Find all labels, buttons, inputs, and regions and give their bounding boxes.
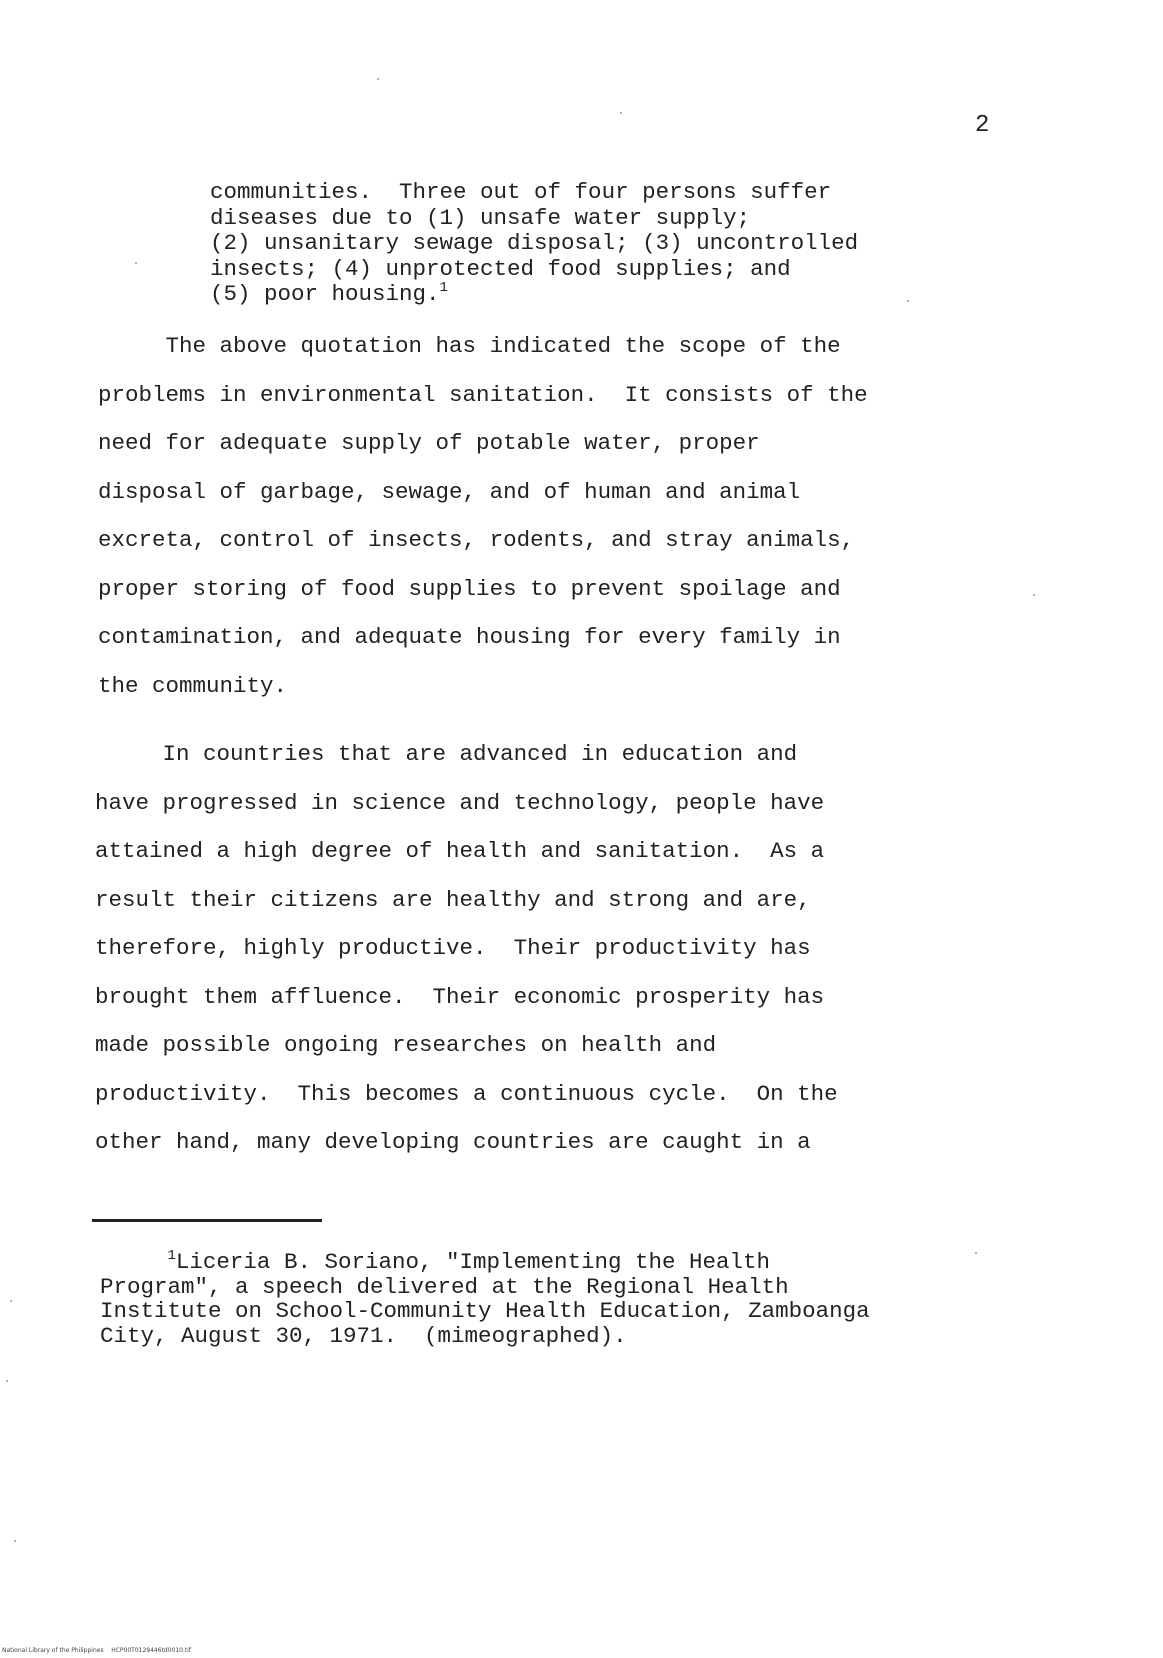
scan-speck	[975, 1252, 977, 1254]
quote-line: insects; (4) unprotected food supplies; and	[210, 255, 791, 282]
footnote-line: Liceria B. Soriano, "Implementing the Health	[175, 1249, 771, 1275]
text-line: productivity. This becomes a continuous cycle. On the	[95, 1080, 838, 1107]
paragraph-2	[95, 730, 838, 1167]
quote-line: communities. Three out of four persons suffer	[210, 179, 832, 205]
quote-line: (5) poor housing.	[210, 281, 440, 307]
paragraph-1	[98, 322, 868, 710]
scan-speck	[10, 1300, 12, 1302]
footnote-line: Program", a speech delivered at the Regional Health	[100, 1273, 789, 1300]
text-line: brought them affluence. Their economic prosperity has	[95, 983, 825, 1010]
text-line: need for adequate supply of potable water, proper	[98, 430, 760, 456]
footnote-reference: 1	[439, 280, 448, 296]
text-line: the community.	[98, 672, 288, 699]
text-line: result their citizens are healthy and strong and are,	[95, 886, 811, 913]
scan-speck	[377, 78, 379, 80]
text-line: attained a high degree of health and sanitation. As a	[95, 838, 825, 864]
scan-speck	[135, 262, 137, 264]
scan-speck	[907, 300, 909, 302]
quote-line: diseases due to (1) unsafe water supply;	[210, 204, 751, 231]
text-line: excreta, control of insects, rodents, and stray animals,	[98, 527, 855, 553]
archive-imprint: National Library of the Philippines HCP00T0129446td0010.tif	[2, 1647, 192, 1654]
footnote-divider	[92, 1219, 322, 1222]
text-line: In countries that are advanced in education and	[95, 741, 798, 767]
text-line: The above quotation has indicated the scope of the	[98, 333, 841, 359]
footnote-line: City, August 30, 1971. (mimeographed).	[100, 1322, 627, 1349]
footnote-line: Institute on School-Community Health Education, Zamboanga	[100, 1298, 870, 1324]
footnote-marker: 1	[167, 1248, 176, 1264]
text-line: disposal of garbage, sewage, and of human and animal	[98, 478, 801, 505]
footnote	[100, 1250, 870, 1348]
page-number: 2	[975, 112, 990, 139]
text-line: made possible ongoing researches on health and	[95, 1032, 717, 1058]
text-line: have progressed in science and technology, people have	[95, 789, 825, 816]
scan-speck	[6, 1380, 8, 1382]
scan-speck	[14, 1540, 16, 1542]
text-line: problems in environmental sanitation. It consists of the	[98, 381, 868, 408]
block-quote	[210, 180, 858, 308]
scan-speck	[620, 112, 622, 114]
text-line: proper storing of food supplies to prevent spoilage and	[98, 575, 841, 602]
quote-line: (2) unsanitary sewage disposal; (3) uncontrolled	[210, 230, 859, 256]
text-line: other hand, many developing countries are caught in a	[95, 1129, 811, 1155]
text-line: therefore, highly productive. Their productivity has	[95, 935, 811, 961]
text-line: contamination, and adequate housing for every family in	[98, 624, 841, 650]
scan-speck	[1033, 594, 1035, 596]
